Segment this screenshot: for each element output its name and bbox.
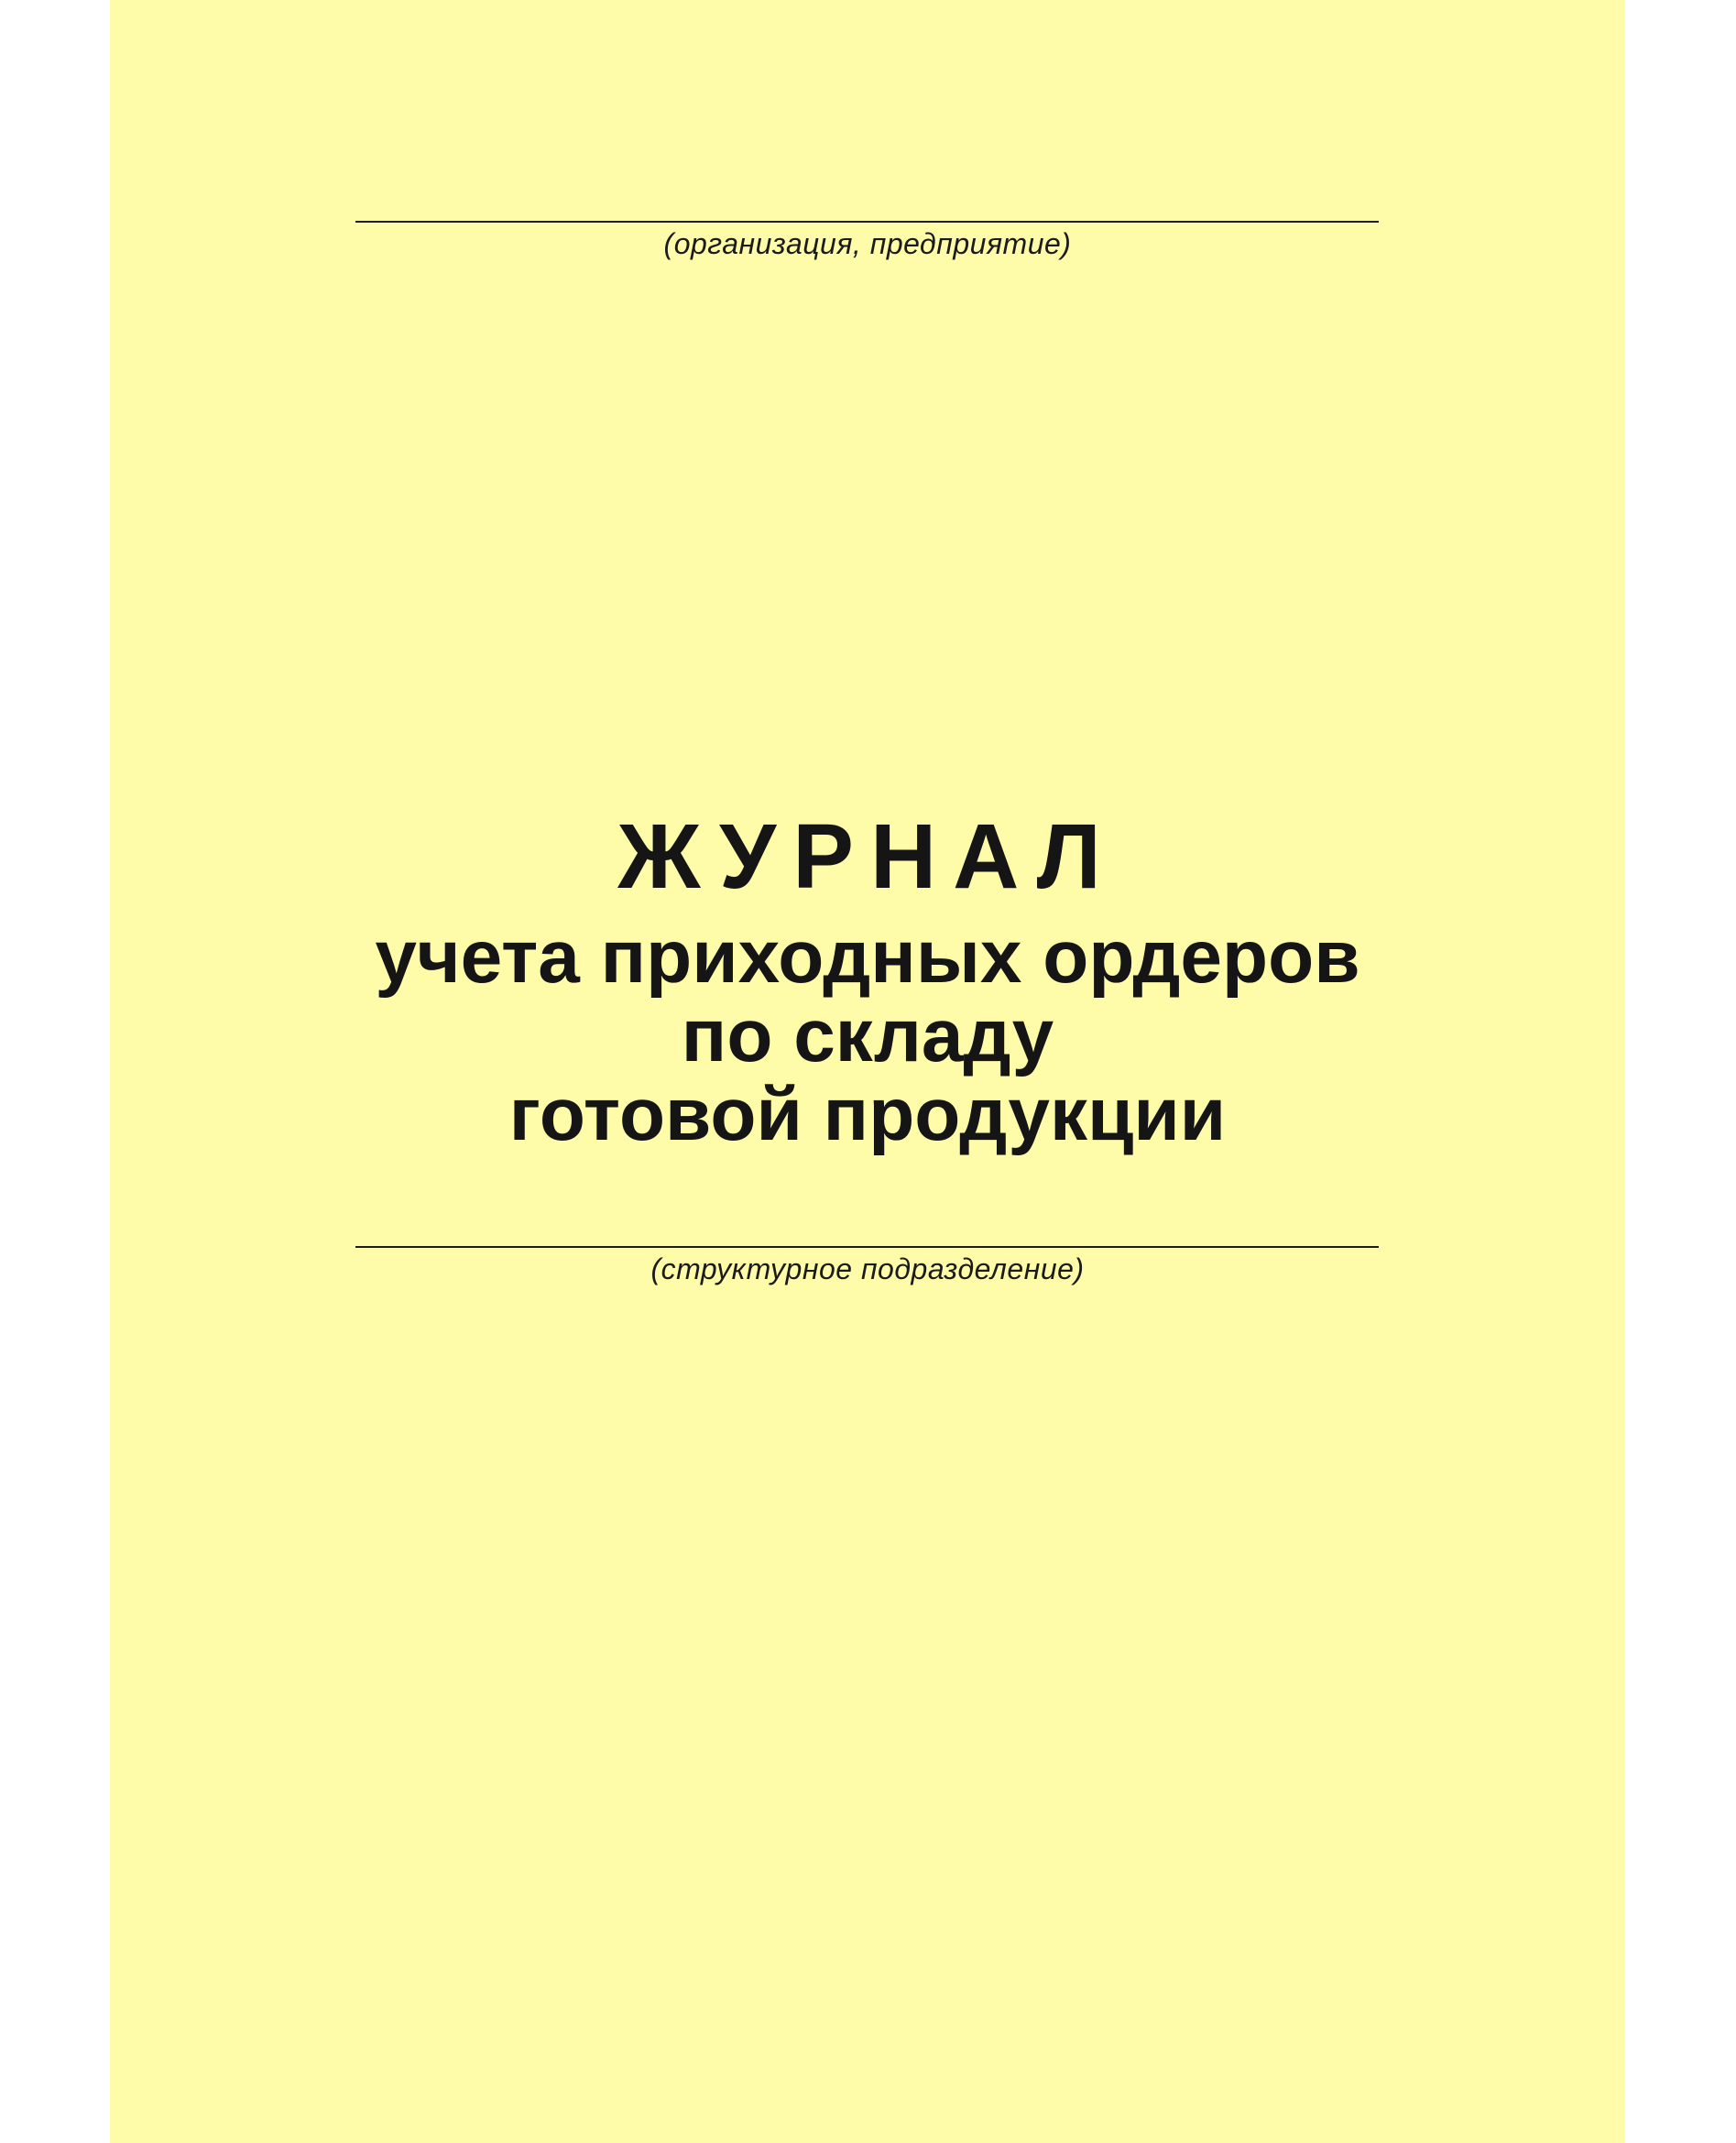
journal-title: ЖУРНАЛ — [617, 805, 1118, 908]
journal-subtitle-line-1: учета приходных ордеров — [375, 915, 1360, 999]
organization-caption: (организация, предприятие) — [663, 227, 1072, 260]
journal-subtitle-line-2: по складу — [681, 994, 1054, 1077]
department-fill-line — [355, 1246, 1379, 1248]
journal-subtitle — [110, 915, 1625, 1156]
department-caption: (структурное подразделение) — [650, 1252, 1085, 1285]
journal-subtitle-line-3: готовой продукции — [508, 1073, 1227, 1156]
organization-fill-line — [355, 221, 1379, 223]
journal-cover-page — [110, 0, 1625, 2143]
